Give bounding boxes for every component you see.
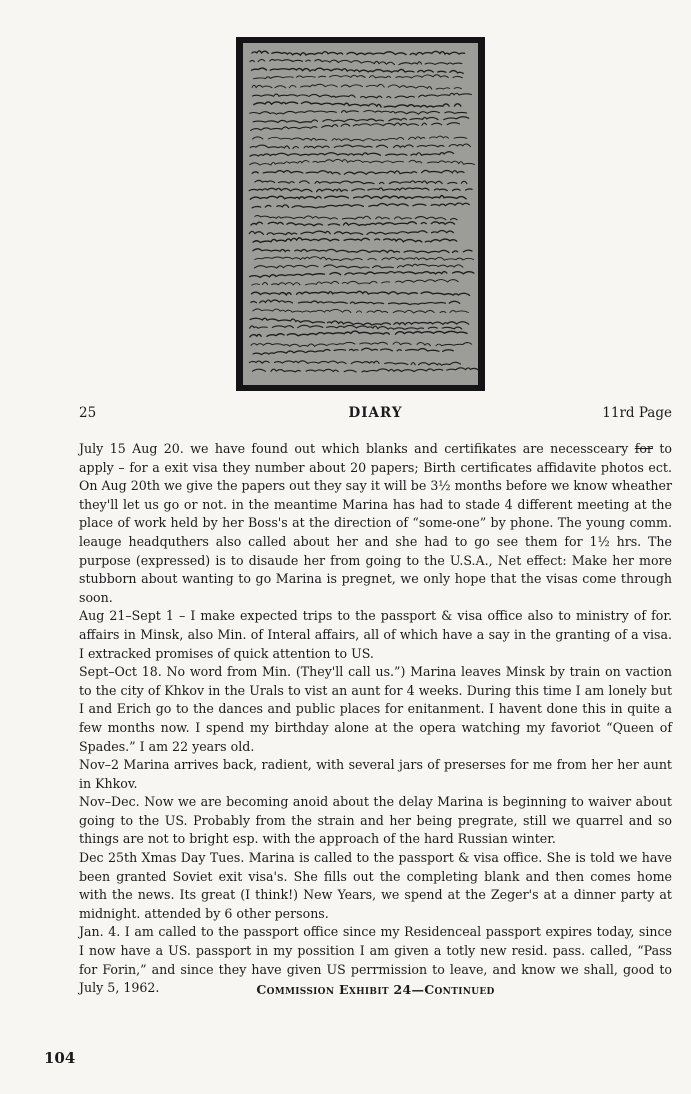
- handwriting-line: [255, 180, 471, 183]
- handwriting-line: [250, 272, 474, 278]
- handwriting-line: [252, 291, 470, 295]
- page-number: 104: [44, 1049, 76, 1067]
- handwriting-line: [250, 159, 478, 165]
- handwriting-line: [250, 325, 462, 329]
- struck-word: for: [634, 441, 653, 456]
- handwriting-line: [253, 368, 479, 372]
- handwriting-line: [254, 264, 463, 268]
- handwriting-line: [251, 123, 460, 131]
- handwriting-line: [254, 102, 461, 107]
- entry-july-aug: July 15 Aug 20. we have found out which blanks and certifikates are necessceary for to apply – for a exit visa they number about 20 papers; Birth certificates affidavite photos ect. On Aug 20th we give the papers out they say it will be 3½ months before we know wheather they'll let us go or not. in the meantime Marina has had to stade 4 different meeting at the place of work held by her Boss's at the direction of “some-one” by phone. The young comm. leauge headquthers also called about her and she had to go see them for 1½ hrs. The purpose (expressed) is to disaude her from going to the U.S.A., Net effect: Make her more stubborn about wanting to go Marina is pregnet, we only hope that the visas come through soon.: [79, 441, 672, 605]
- handwriting-line: [252, 280, 459, 286]
- diary-text: [79, 440, 672, 998]
- running-head: [79, 405, 672, 427]
- handwriting-line: [253, 348, 453, 354]
- exhibit-caption: Commission Exhibit 24—Continued: [256, 982, 495, 997]
- handwriting-line: [250, 318, 472, 325]
- handwriting-line: [252, 84, 465, 89]
- handwriting-line: [250, 111, 470, 115]
- handwriting-line: [251, 222, 455, 226]
- handwriting-line: [252, 170, 468, 174]
- entry-nov-dec: Nov–Dec. Now we are becoming anoid about the delay Marina is beginning to waiver about going to the US. Probably from the strain and her being pregrate, still we quarrel and so things are not to bright esp. with the approach of the hard Russian winter.: [79, 794, 672, 847]
- handwriting-line: [252, 203, 469, 208]
- entry-jan-4: Jan. 4. I am called to the passport office since my Residenceal passport expires today, since I now have a US. passport in my possition I am given a totly new resid. pass. called, “Pass for Forin,” and since they have given US perrmission to leave, and know we shall, good to July 5, 1962.: [79, 924, 672, 996]
- handwriting-line: [250, 196, 466, 200]
- handwriting-line: [249, 361, 460, 365]
- diary-page-photo: [236, 37, 485, 391]
- handwriting-line: [249, 188, 472, 192]
- entry-sept-oct: Sept–Oct 18. No word from Min. (They'll call us.”) Marina leaves Minsk by train on vaction to the city of Khkov in the Urals to vist an aunt for 4 weeks. During this time I am lonely but I and Erich go to the dances and public places for enitanment. I havent done this in quite a few months now. I spend my birthday alone at the opera watching my favoriot “Queen of Spades.” I am 22 years old.: [79, 664, 672, 754]
- entry-dec-25: Dec 25th Xmas Day Tues. Marina is called to the passport & visa office. She is told we have been granted Soviet exit visa's. She fills out the completing blank and then comes home with the news. Its great (I think!) New Years, we spend at the Zeger's at a dinner party at midnight. attended by 6 other persons.: [79, 850, 672, 921]
- handwriting-line: [251, 300, 466, 305]
- handwriting-line: [249, 231, 458, 235]
- handwriting-line: [251, 342, 472, 347]
- handwriting-line: [253, 93, 472, 98]
- handwriting-line: [250, 331, 467, 337]
- handwriting-line: [250, 59, 462, 64]
- handwriting-line: [253, 309, 469, 313]
- entry-nov-2: Nov–2 Marina arrives back, radient, with several jars of preserses for me from her her aunt in Khkov.: [79, 757, 672, 791]
- handwriting-line: [255, 215, 457, 219]
- handwriting-line: [253, 249, 472, 253]
- entry-aug-sept: Aug 21–Sept 1 – I make expected trips to the passport & visa office also to ministry of for. affairs in Minsk, also Min. of Interal affairs, all of which have a say in the granting of a visa. I extracked promises of quick attention to US.: [79, 608, 672, 661]
- page-title: DIARY: [348, 405, 403, 421]
- handwritten-page: [243, 43, 478, 385]
- handwriting-line: [253, 238, 457, 243]
- handwriting-line: [254, 75, 467, 79]
- handwriting-scribble-icon: [243, 43, 478, 385]
- handwriting-line: [250, 152, 454, 156]
- diary-number: 25: [79, 405, 97, 421]
- handwriting-line: [251, 68, 463, 73]
- handwriting-line: [250, 144, 470, 149]
- page-label: 11rd Page: [602, 405, 672, 421]
- handwriting-line: [252, 51, 470, 55]
- handwriting-line: [253, 136, 467, 141]
- handwriting-line: [253, 117, 468, 123]
- handwriting-line: [255, 257, 474, 261]
